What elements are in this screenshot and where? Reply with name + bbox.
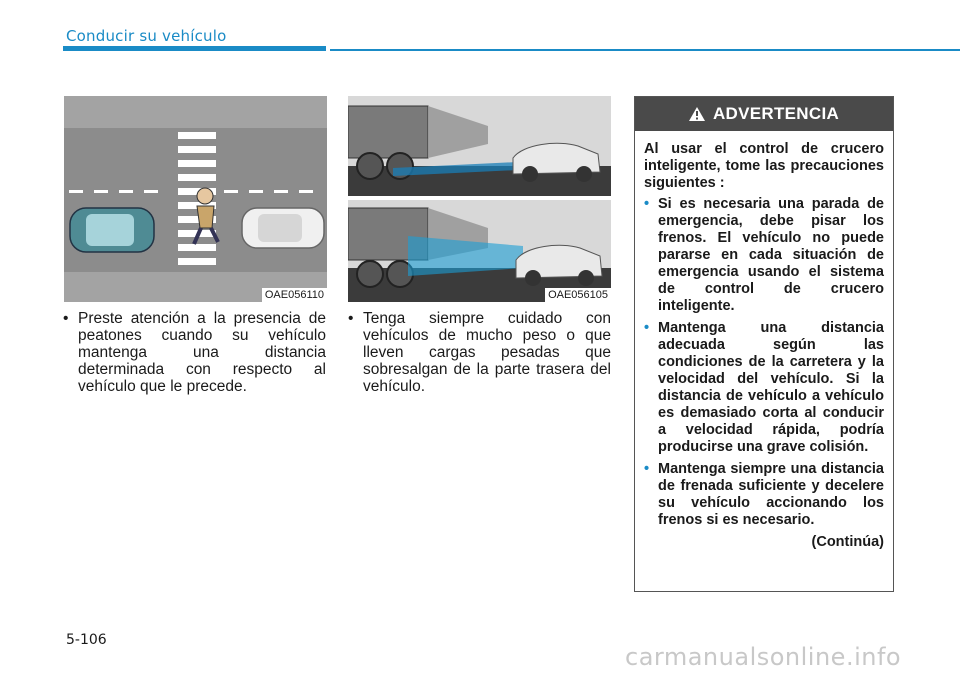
warning-item (644, 320, 884, 456)
bullet-marker: • (644, 196, 650, 212)
warning-intro: Al usar el control de crucero inteligente, tome las precauciones siguientes : (644, 141, 884, 191)
header-accent-bar (63, 46, 326, 51)
lead-car (242, 208, 324, 248)
figure-code: OAE056105 (545, 288, 611, 302)
figure-heavy-vehicles (348, 96, 611, 302)
section-title: Conducir su vehículo (66, 27, 227, 45)
continued-label: (Continúa) (811, 534, 884, 550)
warning-item-text: Mantenga siempre una distancia de frenada suficiente y decelere su vehículo accionando los frenos si es necesario. (658, 461, 884, 528)
bullet-marker: • (63, 310, 69, 327)
page-number: 5-106 (66, 632, 107, 648)
warning-triangle-icon (689, 107, 705, 121)
warning-body (635, 131, 893, 551)
bullet-marker: • (644, 461, 650, 477)
warning-title: ADVERTENCIA (712, 104, 840, 123)
warning-box (634, 96, 894, 592)
warning-item-text: Mantenga una distancia adecuada según las condiciones de la carretera y la velocidad del vehículo. Si la distancia de vehículo a vehículo es demasiado corta al conducir a velocidad rápida, podría producirse una grave colisión. (658, 320, 884, 455)
bullet-heavy-vehicles (348, 310, 611, 395)
bullet-marker: • (348, 310, 354, 327)
own-car (70, 208, 154, 252)
watermark: carmanualsonline.info (625, 643, 902, 671)
header-rule (330, 49, 960, 51)
warning-item (644, 461, 884, 529)
bullet-text: Preste atención a la presencia de peatones cuando su vehículo mantenga una distancia determinada con respecto al vehículo que le precede. (78, 310, 326, 395)
warning-header (635, 97, 893, 131)
pedestrian-crossing-illustration (64, 96, 327, 302)
bullet-text: Tenga siempre cuidado con vehículos de mucho peso o que lleven cargas pesadas que sobresalgan de la parte trasera del vehículo. (363, 310, 611, 395)
scene-bottom (348, 200, 611, 302)
scene-top (348, 96, 611, 196)
bullet-marker: • (644, 320, 650, 336)
figure-code: OAE056110 (262, 288, 327, 302)
figure-pedestrian-crossing (64, 96, 327, 302)
warning-item (644, 196, 884, 315)
warning-item-text: Si es necesaria una parada de emergencia, debe pisar los frenos. El vehículo no puede pararse en cada situación de emergencia usando el sistema de control de crucero inteligente. (658, 196, 884, 314)
bullet-pedestrians (63, 310, 326, 395)
heavy-vehicles-illustration (348, 96, 611, 302)
